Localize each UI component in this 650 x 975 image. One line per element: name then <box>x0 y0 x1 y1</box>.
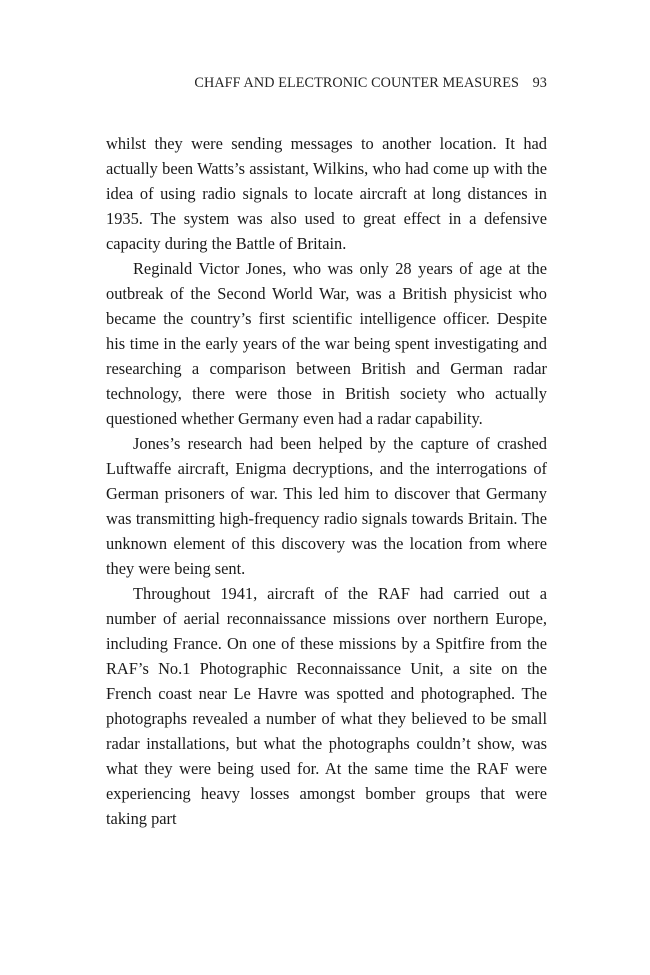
body-text <box>106 131 547 831</box>
paragraph-jones-research: Jones’s research had been helped by the capture of crashed Luftwaffe aircraft, Enigma decryptions, and the interrogations of German prisoners of war. This led him to discover that Germany was transmitting high-frequency radio signals towards Britain. The unknown element of this discovery was the location from where they were being sent. <box>106 434 547 578</box>
page-number: 93 <box>532 75 547 91</box>
paragraph-reconnaissance: Throughout 1941, aircraft of the RAF had carried out a number of aerial reconnaissance missions over northern Europe, including France. On one of these missions by a Spitfire from the RAF’s No.1 Photographic Reconnaissance Unit, a site on the French coast near Le Havre was spotted and photographed. The photographs revealed a number of what they believed to be small radar installations, but what the photographs couldn’t show, was what they were being used for. At the same time the RAF were experiencing heavy losses amongst bomber groups that were taking part <box>106 584 547 828</box>
paragraph-continued: whilst they were sending messages to another location. It had actually been Watts’s assistant, Wilkins, who had come up with the idea of using radio signals to locate aircraft at long distances in 1935. The system was also used to great effect in a defensive capacity during the Battle of Britain. <box>106 134 547 253</box>
running-title: CHAFF AND ELECTRONIC COUNTER MEASURES <box>194 75 519 91</box>
running-header <box>194 73 547 93</box>
paragraph-jones-intro: Reginald Victor Jones, who was only 28 years of age at the outbreak of the Second World War, was a British physicist who became the country’s first scientific intelligence officer. Despite his time in the early years of the war being spent investigating and researching a comparison between British and German radar technology, there were those in British society who actually questioned whether Germany even had a radar capability. <box>106 259 547 428</box>
